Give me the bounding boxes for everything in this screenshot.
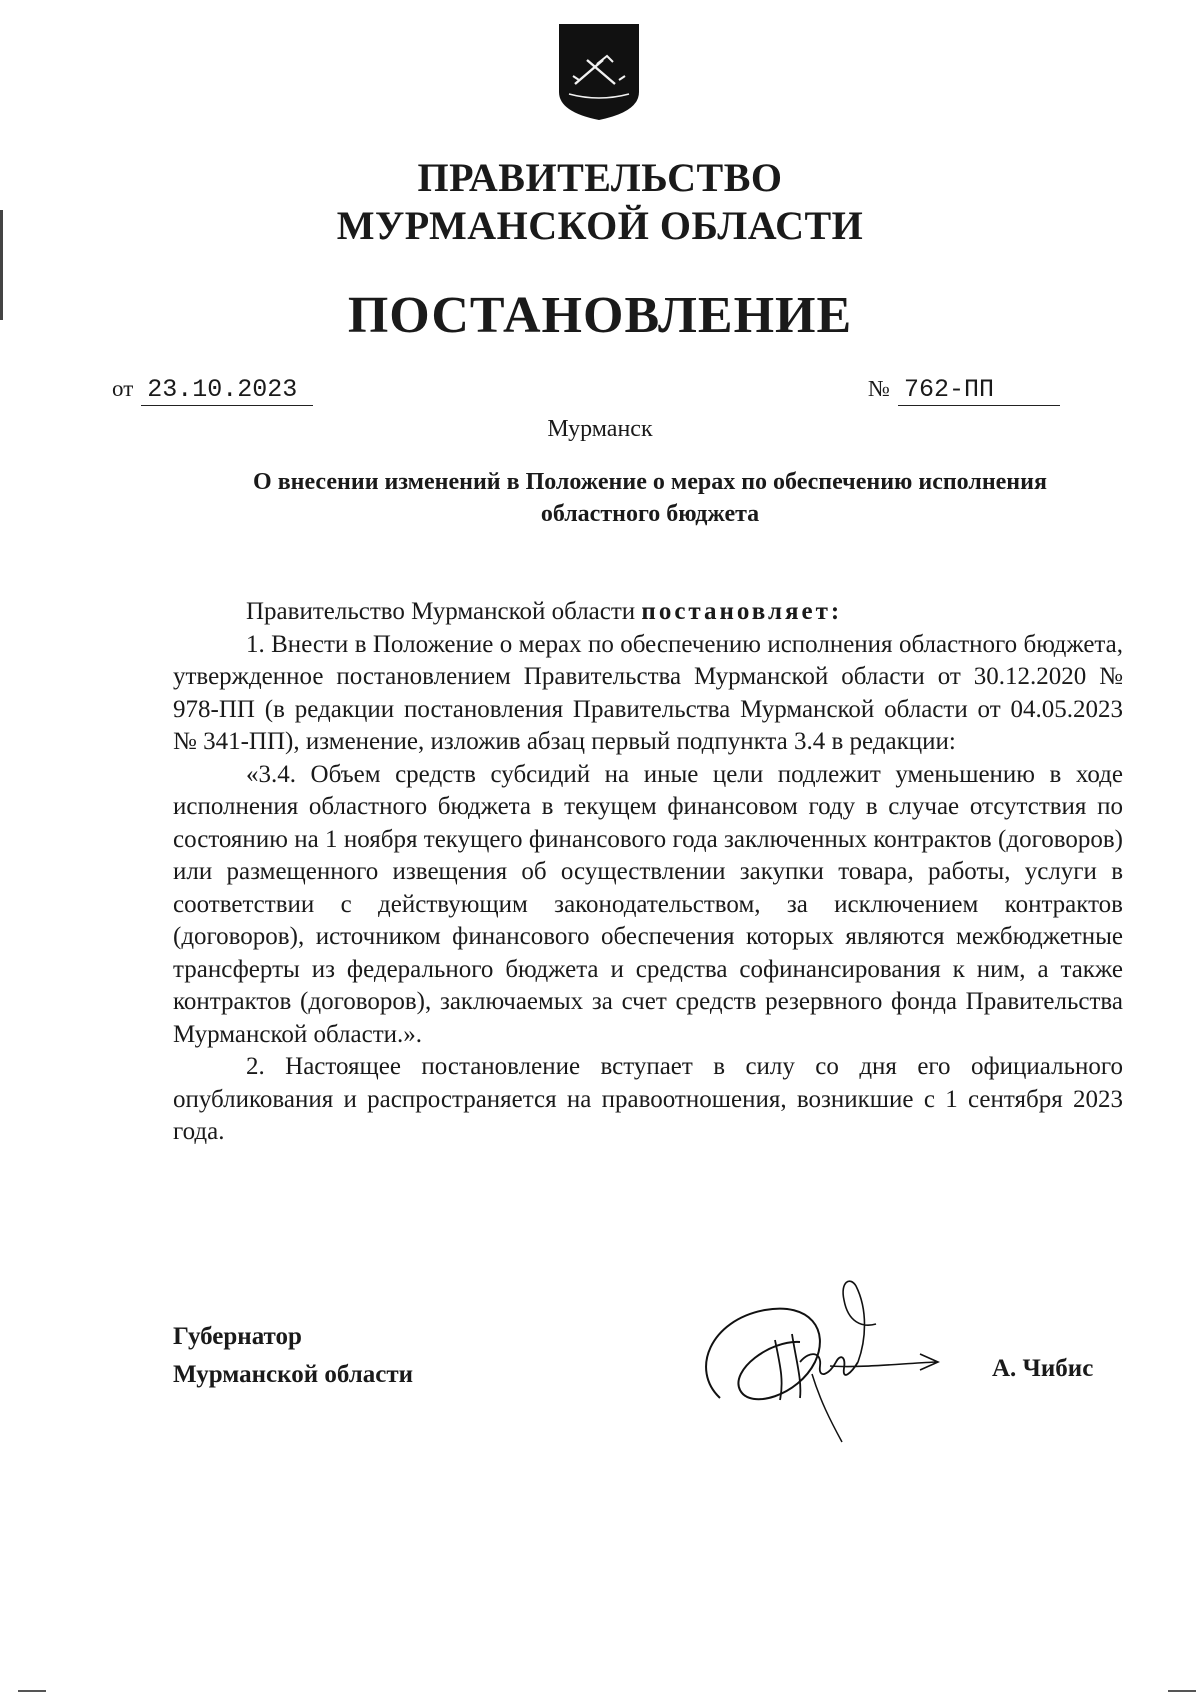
number-value: 762-ПП: [898, 375, 1060, 406]
paragraph-2: 2. Настоящее постановление вступает в силу со дня его официального опубликования и распространяется на правоотношения, возникшие с 1 сентября 2023 года.: [173, 1053, 1123, 1145]
title-line1: О внесении изменений в Положение о мерах по обеспечению исполнения: [253, 469, 1047, 495]
document-date: [112, 374, 313, 406]
murmansk-coat-of-arms-icon: [557, 22, 641, 122]
scan-corner-mark: [18, 1690, 46, 1692]
handwritten-signature: [680, 1270, 970, 1450]
document-title: [170, 466, 1130, 530]
government-name-line1: ПРАВИТЕЛЬСТВО: [417, 155, 783, 200]
government-name-line2: МУРМАНСКОЙ ОБЛАСТИ: [336, 203, 864, 248]
intro-paragraph: [173, 596, 1123, 629]
date-value: 23.10.2023: [141, 375, 313, 406]
scan-corner-mark: [1168, 1690, 1196, 1692]
number-label: №: [868, 376, 890, 401]
paragraph-3-4-quote: «3.4. Объем средств субсидий на иные цели подлежит уменьшению в ходе исполнения областного бюджета в текущем финансовом году в случае отсутствия по состоянию на 1 ноября текущего финансового года заключенных контрактов (договоров) или размещенного извещения об осуществлении закупки товара, работы, услуги в соответствии с действующим законодательством, за исключением контрактов (договоров), источником финансового обеспечения которых являются межбюджетные трансферты из федерального бюджета и средства софинансирования к ним, а также контрактов (договоров), заключаемых за счет средств резервного фонда Правительства Мурманской области.».: [173, 760, 1123, 1048]
signatory-position: [173, 1318, 413, 1394]
intro-text: Правительство Мурманской области: [246, 598, 636, 625]
date-label: от: [112, 376, 134, 401]
signatory-name: А. Чибис: [992, 1355, 1094, 1382]
document-body: [173, 596, 1123, 1149]
paragraph-1: 1. Внести в Положение о мерах по обеспечению исполнения областного бюджета, утвержденное постановлением Правительства Мурманской области от 30.12.2020 № 978-ПП (в редакции постановления Правительства Мурманской области от 04.05.2023 № 341-ПП), изменение, изложив абзац первый подпункта 3.4 в редакции:: [173, 630, 1123, 755]
position-line2: Мурманской области: [173, 1361, 414, 1388]
city-name: Мурманск: [547, 416, 653, 442]
document-type-heading: ПОСТАНОВЛЕНИЕ: [347, 287, 853, 344]
document-number: [868, 374, 1060, 406]
intro-verb: постановляет:: [641, 598, 843, 625]
title-line2: областного бюджета: [540, 501, 760, 527]
position-line1: Губернатор: [173, 1323, 302, 1350]
